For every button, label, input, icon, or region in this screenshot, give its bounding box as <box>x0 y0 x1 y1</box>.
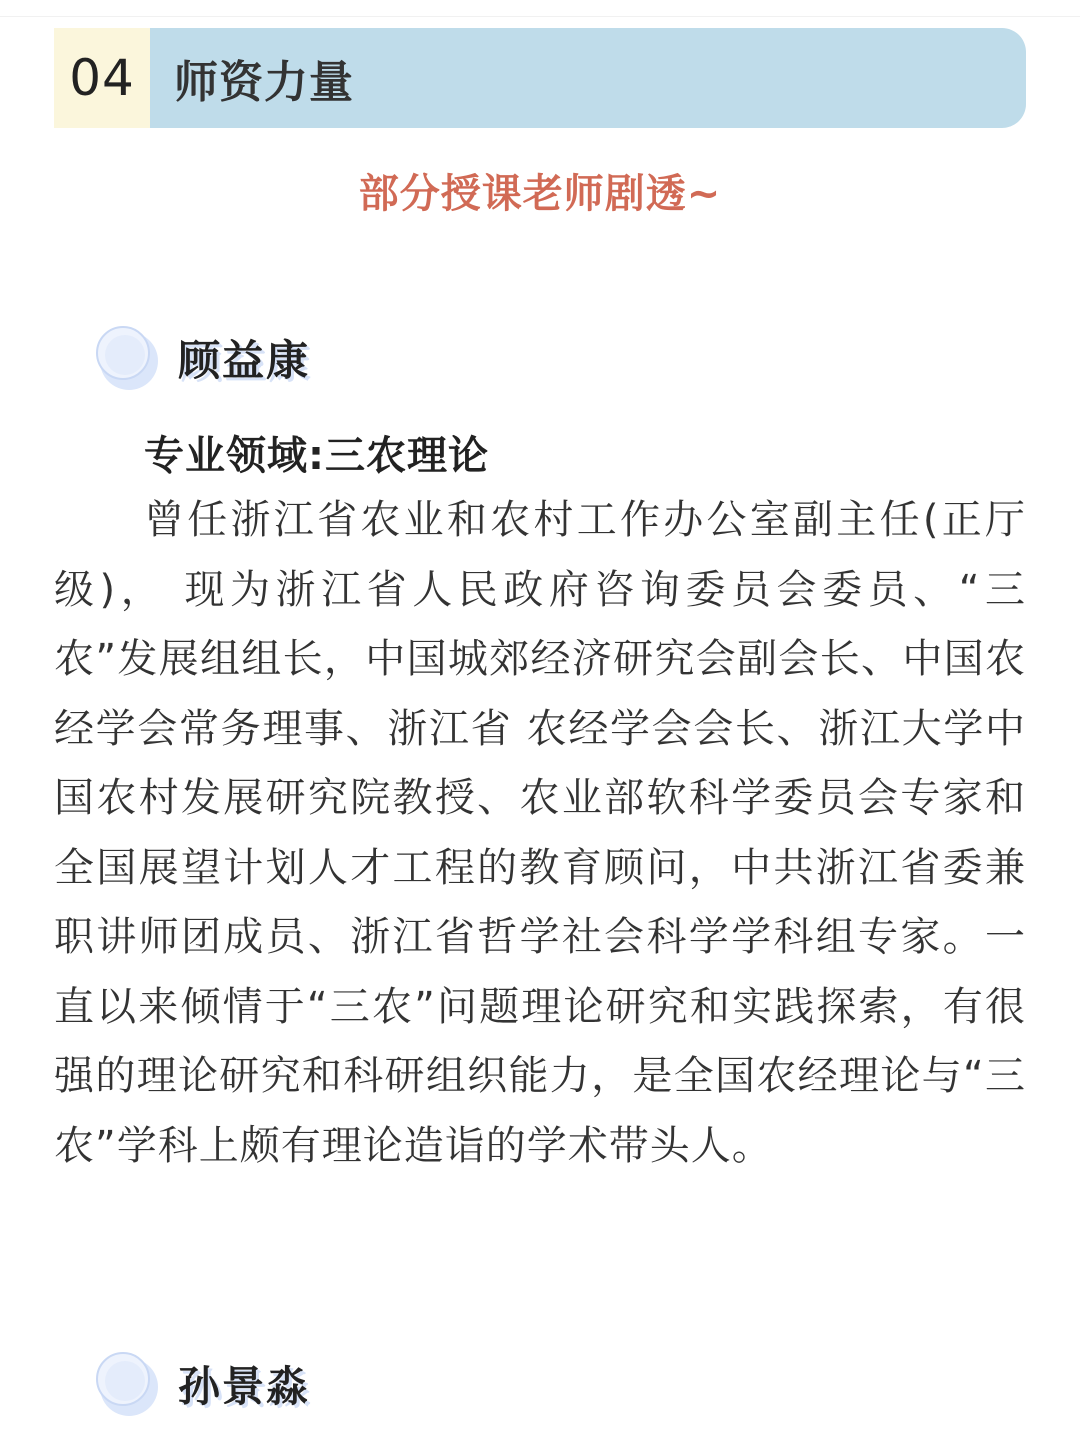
section-title: 师资力量 <box>174 57 354 108</box>
section-header <box>54 28 1026 128</box>
teacher-bio: 曾任浙江省农业和农村工作办公室副主任(正厅级)， 现为浙江省人民政府咨询委员会委员、“三农”发展组组长，中国城郊经济研究会副会长、中国农经学会常务理事、浙江省 农经学会会长、浙江大学中国农村发展研究院教授、农业部软科学委员会专家和全国展望计划人才工程的教育顾问，中共浙江省委兼职讲师团成员、浙江省哲学社会科学学科组专家。一直以来倾情于“三农”问题理论研究和实践探索，有很强的理论研究和科研组织能力，是全国农经理论与“三农”学科上颇有理论造诣的学术带头人。 <box>54 497 1026 1169</box>
section-number: 04 <box>54 28 150 128</box>
teacher-name: 顾益康 <box>178 336 311 385</box>
circle-bullet-icon <box>96 326 160 390</box>
teacher-heading <box>96 326 310 390</box>
circle-bullet-icon <box>96 1352 160 1416</box>
teacher-field: 专业领域:三农理论 <box>144 433 489 479</box>
teacher-name: 孙景淼 <box>178 1362 311 1411</box>
section-title-bar <box>150 28 1026 128</box>
top-divider <box>0 16 1080 17</box>
subtitle: 部分授课老师剧透~ <box>358 171 722 217</box>
teacher-heading <box>96 1352 310 1416</box>
